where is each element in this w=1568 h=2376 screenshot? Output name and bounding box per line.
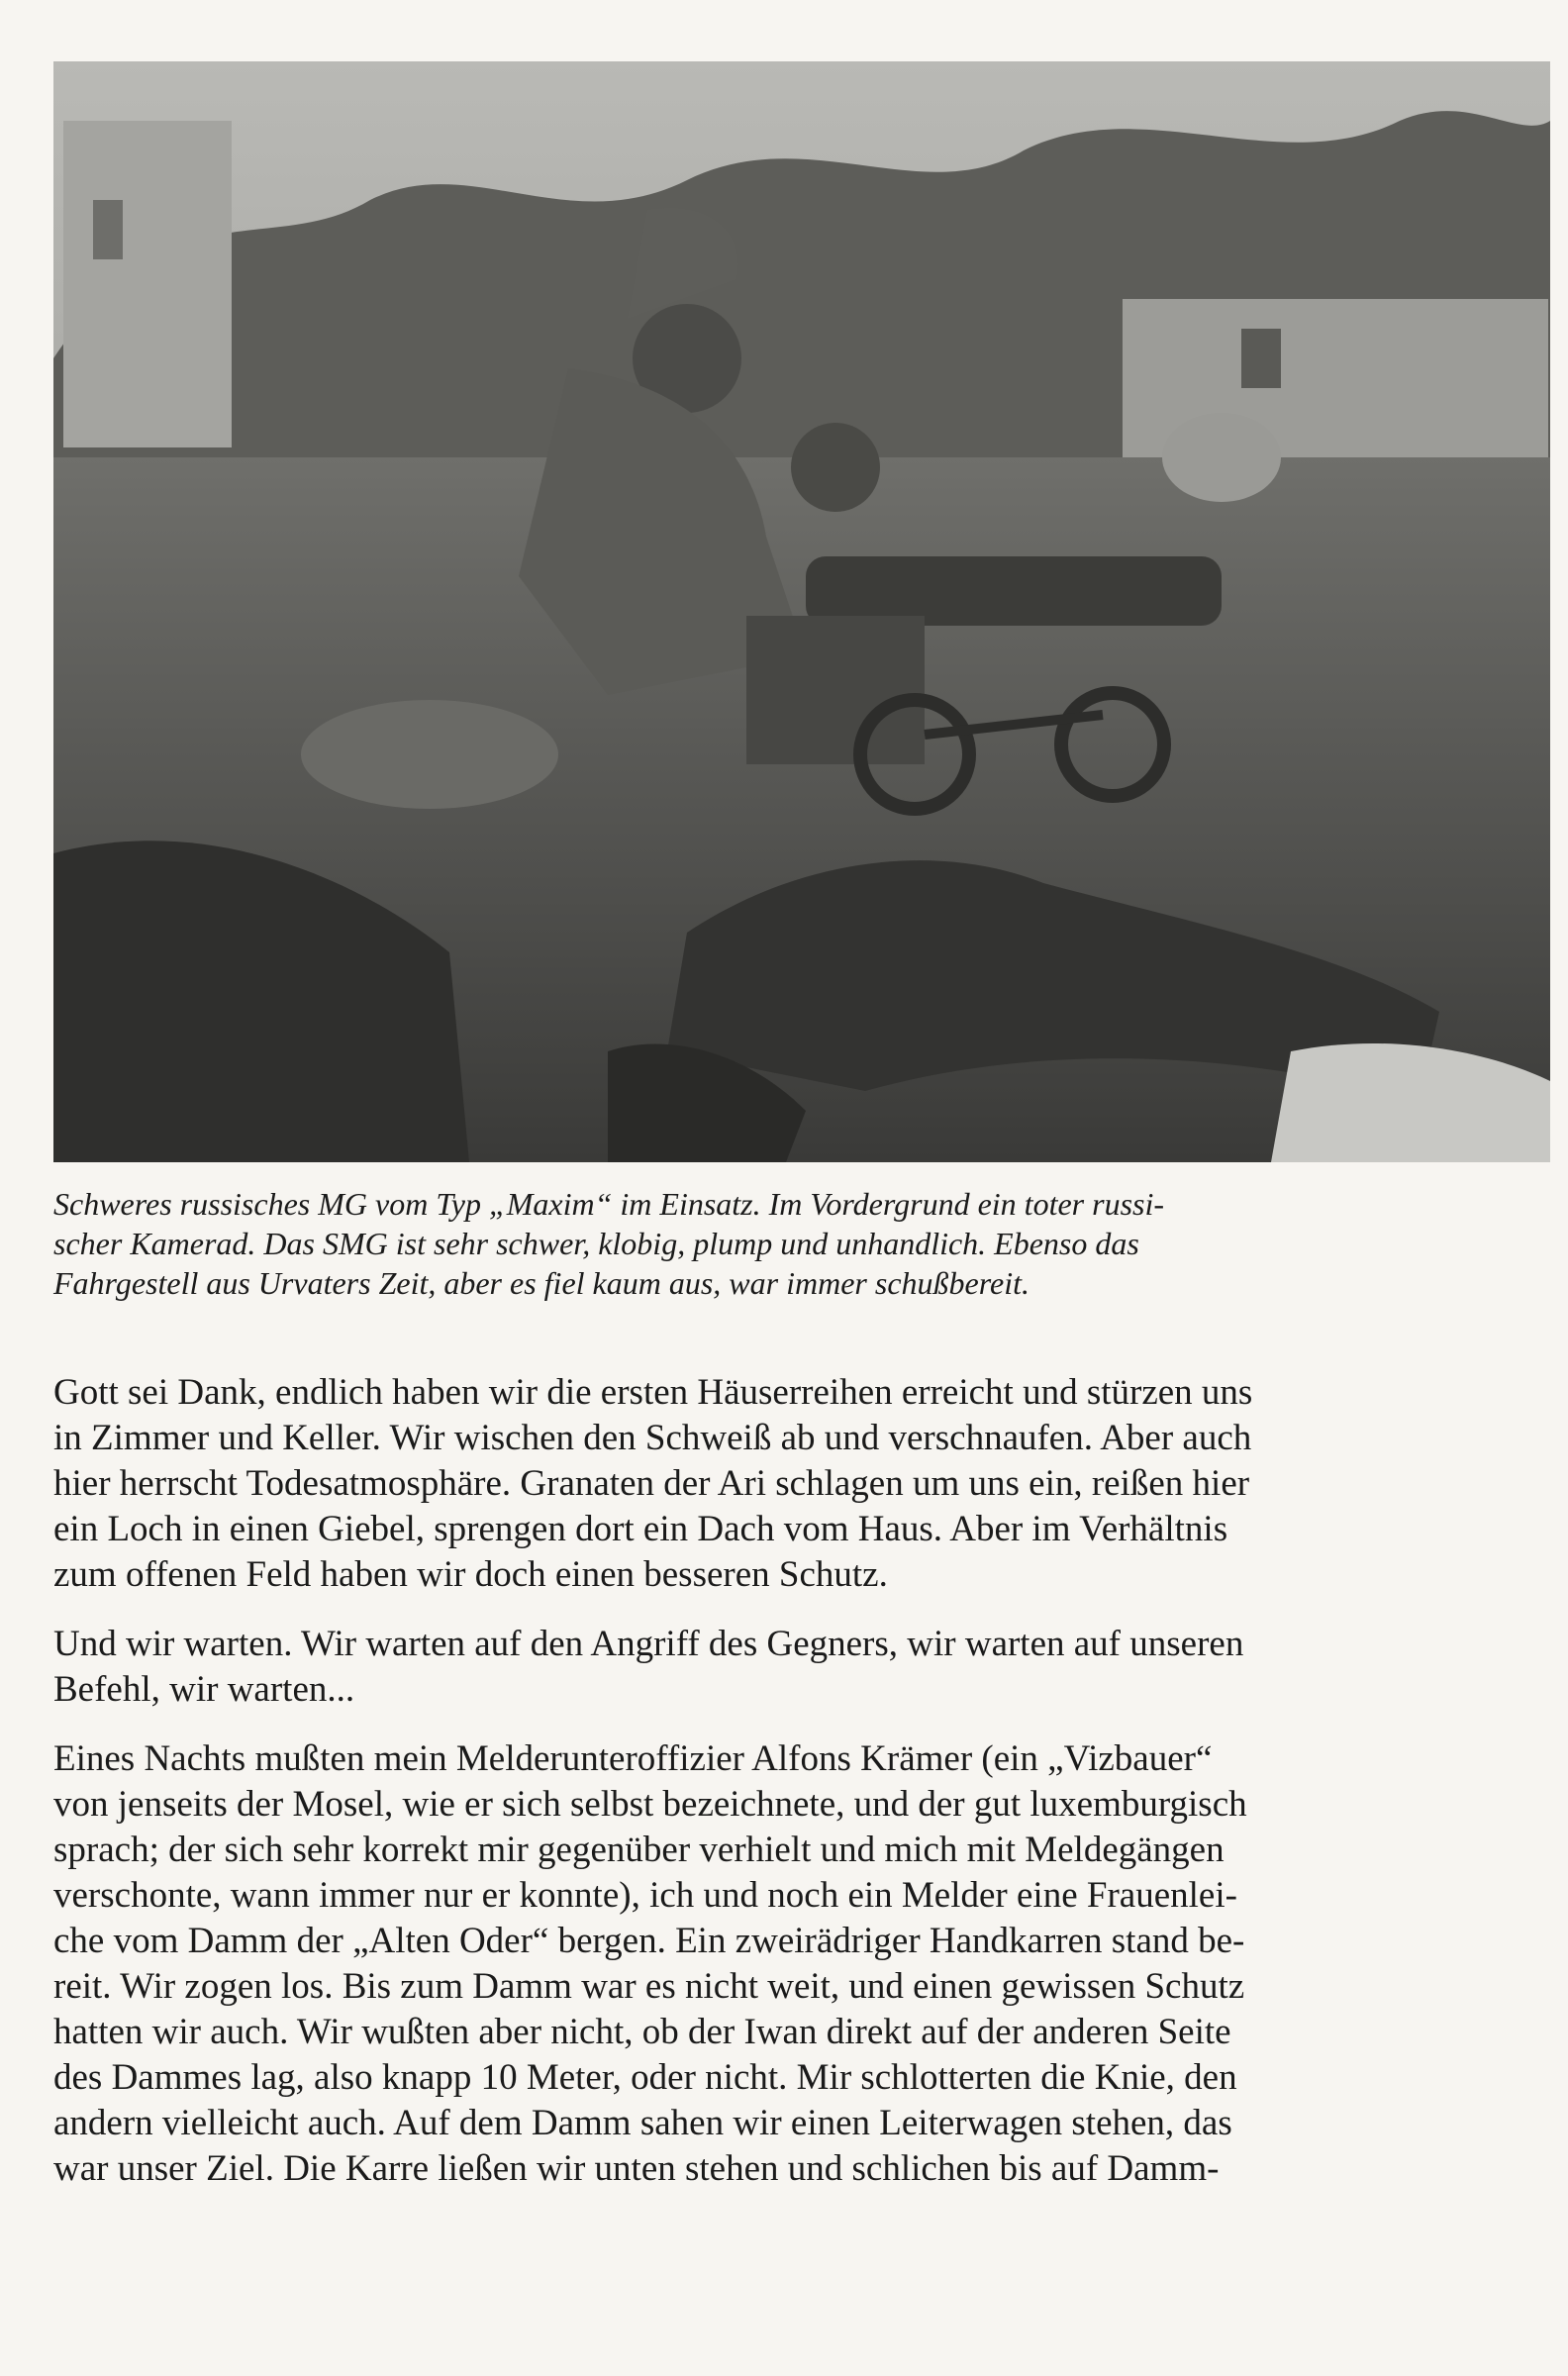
caption-line: Fahrgestell aus Urvaters Zeit, aber es fiel kaum aus, war immer schußbereit. xyxy=(53,1265,1029,1301)
text-line: Befehl, wir warten... xyxy=(53,1669,355,1710)
text-line: Gott sei Dank, endlich haben wir die ersten Häuserreihen erreicht und stürzen uns xyxy=(53,1372,1253,1413)
paragraph-1 xyxy=(53,1370,1548,1598)
text-line: zum offenen Feld haben wir doch einen besseren Schutz. xyxy=(53,1554,888,1595)
text-line: sprach; der sich sehr korrekt mir gegenüber verhielt und mich mit Meldegängen xyxy=(53,1830,1225,1870)
text-line: Und wir warten. Wir warten auf den Angriff des Gegners, wir warten auf unseren xyxy=(53,1624,1244,1664)
caption-line: scher Kamerad. Das SMG ist sehr schwer, klobig, plump und unhandlich. Ebenso das xyxy=(53,1226,1139,1261)
paragraph-2 xyxy=(53,1622,1548,1713)
paragraph-3 xyxy=(53,1736,1548,2192)
text-line: verschonte, wann immer nur er konnte), ich und noch ein Melder eine Frauenlei- xyxy=(53,1875,1237,1916)
text-line: hier herrscht Todesatmosphäre. Granaten der Ari schlagen um uns ein, reißen hier xyxy=(53,1463,1250,1504)
body-text xyxy=(53,1370,1548,2216)
photo-caption xyxy=(53,1184,1548,1303)
text-line: che vom Damm der „Alten Oder“ bergen. Ein zweirädriger Handkarren stand be- xyxy=(53,1921,1245,1961)
text-line: ein Loch in einen Giebel, sprengen dort ein Dach vom Haus. Aber im Verhältnis xyxy=(53,1509,1228,1549)
text-line: des Dammes lag, also knapp 10 Meter, oder nicht. Mir schlotterten die Knie, den xyxy=(53,2057,1237,2098)
text-line: Eines Nachts mußten mein Melderunteroffizier Alfons Krämer (ein „Vizbauer“ xyxy=(53,1738,1213,1779)
text-line: von jenseits der Mosel, wie er sich selbst bezeichnete, und der gut luxemburgisch xyxy=(53,1784,1247,1825)
historical-photo xyxy=(53,61,1550,1162)
text-line: reit. Wir zogen los. Bis zum Damm war es nicht weit, und einen gewissen Schutz xyxy=(53,1966,1245,2007)
text-line: war unser Ziel. Die Karre ließen wir unten stehen und schlichen bis auf Damm- xyxy=(53,2148,1220,2189)
text-line: in Zimmer und Keller. Wir wischen den Schweiß ab und verschnaufen. Aber auch xyxy=(53,1418,1252,1458)
text-line: andern vielleicht auch. Auf dem Damm sahen wir einen Leiterwagen stehen, das xyxy=(53,2103,1232,2143)
text-line: hatten wir auch. Wir wußten aber nicht, ob der Iwan direkt auf der anderen Seite xyxy=(53,2012,1231,2052)
photo-illustration xyxy=(53,61,1550,1162)
caption-line: Schweres russisches MG vom Typ „Maxim“ im Einsatz. Im Vordergrund ein toter russi- xyxy=(53,1186,1165,1222)
